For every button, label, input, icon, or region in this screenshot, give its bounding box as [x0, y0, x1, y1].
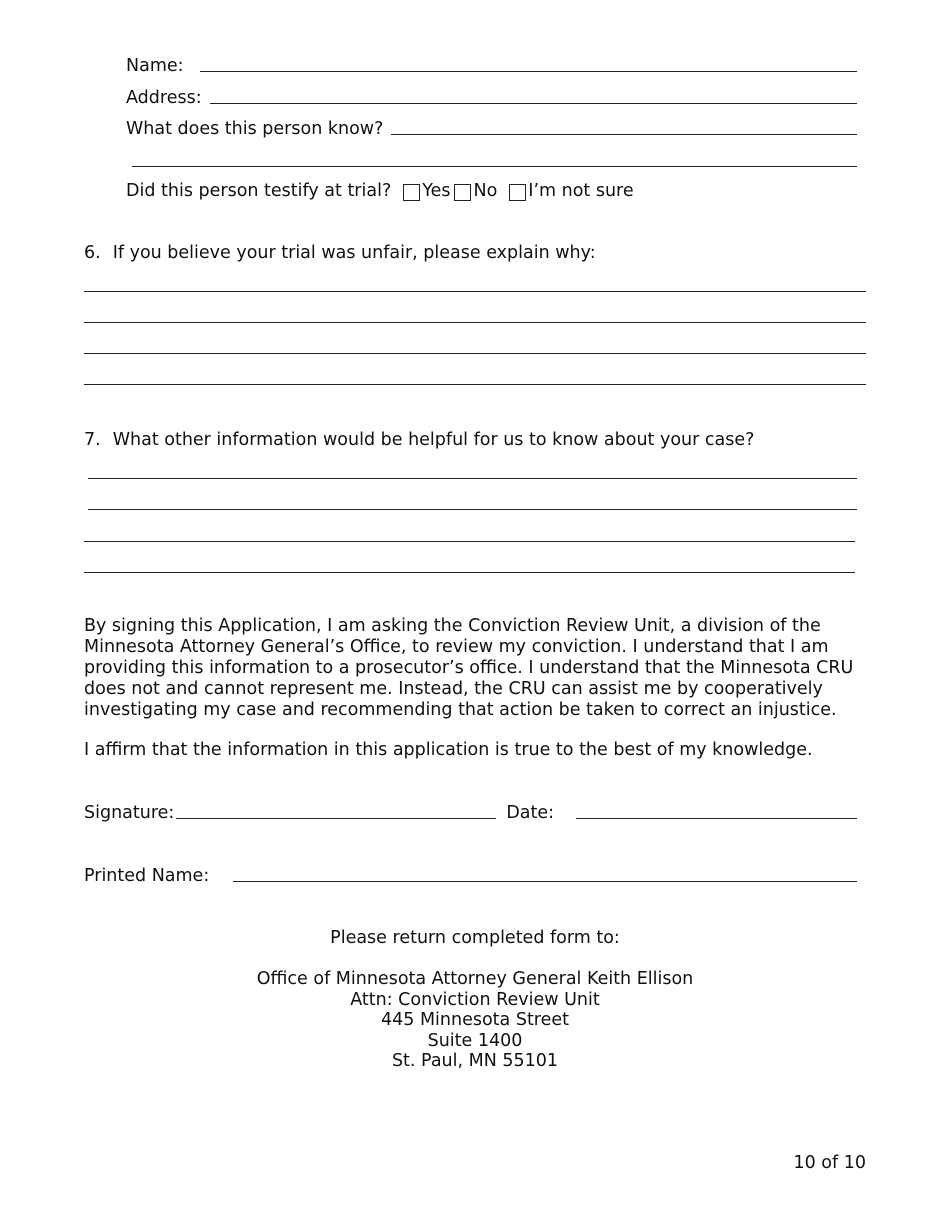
question-7 — [84, 430, 754, 450]
signature-row — [84, 803, 857, 823]
witness-know-row — [126, 119, 857, 139]
return-address-line: Attn: Conviction Review Unit — [350, 989, 600, 1010]
witness-know-field[interactable] — [391, 133, 857, 135]
declaration-paragraph: By signing this Application, I am asking the Conviction Review Unit, a division of the Minnesota Attorney General’s Office, to review my conviction. I understand that I am providing this information to a prosecutor’s office. I understand that the Minnesota CRU does not and cannot represent me. Instead, the CRU can assist me by cooperatively investigating my case and recommending that action be taken to correct an injustice. — [84, 616, 854, 720]
return-address-line: Office of Minnesota Attorney General Keith Ellison — [256, 969, 694, 989]
question-6-answer-line[interactable] — [84, 384, 866, 385]
question-6-number: 6. — [84, 243, 101, 263]
witness-name-row — [126, 56, 857, 76]
question-7-text: What other information would be helpful for us to know about your case? — [112, 430, 755, 450]
signature-field[interactable] — [176, 817, 496, 819]
printed-name-field[interactable] — [233, 880, 857, 882]
question-6-answer-line[interactable] — [84, 322, 866, 323]
testify-yes-label: Yes — [422, 181, 451, 201]
witness-address-field[interactable] — [210, 102, 857, 104]
question-6-answer-line[interactable] — [84, 291, 866, 292]
return-address-line: 445 Minnesota Street — [380, 1010, 570, 1030]
witness-know-field-line-2[interactable] — [132, 166, 857, 167]
page-number: 10 of 10 — [793, 1153, 866, 1173]
affirmation-text: I affirm that the information in this application is true to the best of my knowledge. — [84, 740, 813, 760]
question-7-answer-line[interactable] — [84, 541, 855, 542]
return-address — [0, 969, 950, 1072]
testify-no-label: No — [473, 181, 498, 201]
question-7-answer-line[interactable] — [88, 509, 857, 510]
witness-address-label: Address: — [126, 88, 202, 108]
question-7-answer-line[interactable] — [88, 478, 857, 479]
testify-yes-checkbox[interactable] — [403, 184, 420, 201]
printed-name-row — [84, 866, 857, 886]
question-6 — [84, 243, 596, 263]
witness-testify-label: Did this person testify at trial? — [126, 181, 392, 201]
question-6-answer-line[interactable] — [84, 353, 866, 354]
witness-know-label: What does this person know? — [126, 119, 384, 139]
testify-unsure-checkbox[interactable] — [509, 184, 526, 201]
return-heading: Please return completed form to: — [330, 928, 620, 948]
witness-name-field[interactable] — [200, 70, 857, 72]
date-label: Date: — [506, 803, 555, 823]
witness-name-label: Name: — [126, 56, 184, 76]
witness-address-row — [126, 88, 857, 108]
printed-name-label: Printed Name: — [84, 866, 210, 886]
date-field[interactable] — [576, 817, 857, 819]
question-7-answer-line[interactable] — [84, 572, 855, 573]
return-address-line: St. Paul, MN 55101 — [391, 1051, 559, 1071]
testify-no-checkbox[interactable] — [454, 184, 471, 201]
testify-unsure-label: I’m not sure — [528, 181, 634, 201]
signature-label: Signature: — [84, 803, 175, 823]
question-7-number: 7. — [84, 430, 101, 450]
question-6-text: If you believe your trial was unfair, please explain why: — [112, 243, 596, 263]
witness-testify-row — [126, 181, 634, 201]
return-address-line: Suite 1400 — [427, 1030, 523, 1051]
